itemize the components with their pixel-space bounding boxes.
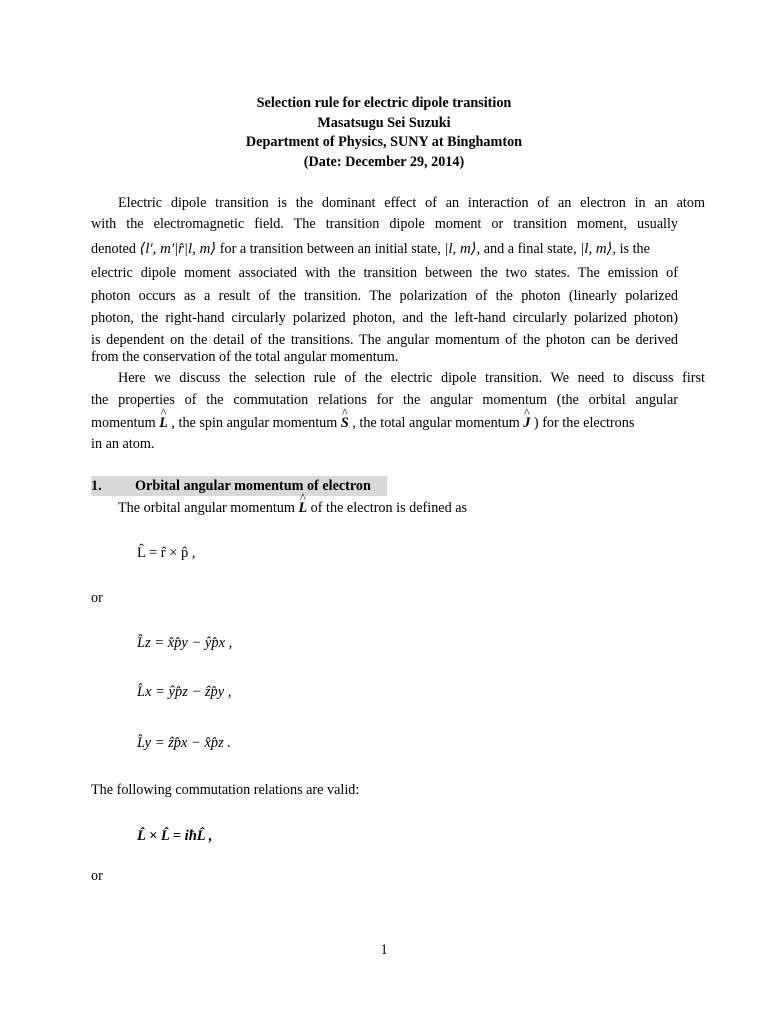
intro-line-1: Electric dipole transition is the dominant effect of an interaction of an electron in an atom (118, 195, 705, 211)
transition-moment-bra-ket: ⟨l', m'|r̂|l, m⟩ (139, 241, 217, 257)
intro-line-6: photon, the right-hand circularly polarized photon, and the left-hand circularly polarized photon) (91, 310, 678, 326)
intro-line-8: from the conservation of the total angular momentum. (91, 349, 399, 365)
section-heading (91, 476, 387, 496)
equation-Ly: L̂y = ẑp̂x − x̂p̂z . (137, 735, 232, 751)
operator-S: ^ S (341, 415, 349, 432)
text-final-state: , and a final state, (476, 241, 577, 257)
page-number: 1 (380, 942, 388, 958)
affiliation: Department of Physics, SUNY at Binghamton (245, 134, 523, 150)
or-text-1: or (91, 590, 103, 606)
text-denoted: denoted (91, 241, 136, 257)
or-text-2: or (91, 868, 103, 884)
title-block (0, 94, 768, 172)
operator-L-2: ^ L (298, 500, 307, 517)
equation-Lz: L̂z = x̂p̂y − ŷp̂x , (137, 635, 233, 651)
author-name: Masatsugu Sei Suzuki (317, 114, 451, 131)
text-initial-state: for a transition between an initial state, (219, 241, 441, 257)
intro-line-10: the properties of the commutation relations for the angular momentum (the orbital angular (91, 392, 678, 408)
text-momentum: momentum (91, 415, 156, 431)
ket-final: |l, m⟩ (580, 241, 613, 257)
text-for-electrons: ) for the electrons (533, 415, 635, 431)
operator-J: ^ J (523, 415, 530, 432)
text-spin: , the spin angular momentum (171, 415, 338, 431)
section-text-1 (91, 500, 467, 517)
intro-line-4: electric dipole moment associated with the transition between the two states. The emission of (91, 265, 678, 281)
intro-line-9: Here we discuss the selection rule of the electric dipole transition. We need to discuss first (118, 370, 705, 386)
intro-line-3 (91, 239, 650, 258)
equation-Lx: L̂x = ŷp̂z − ẑp̂y , (137, 684, 232, 700)
text-orbital: The orbital angular momentum (118, 500, 295, 516)
intro-line-11 (91, 415, 634, 432)
text-defined-as: of the electron is defined as (310, 500, 468, 516)
operator-L: ^ L (159, 415, 168, 432)
section-number: 1. (91, 478, 102, 494)
ket-initial: |l, m⟩ (444, 241, 477, 257)
equation-commutation: L̂ × L̂ = iħL̂ , (137, 828, 213, 844)
paper-title: Selection rule for electric dipole transition (256, 95, 512, 111)
intro-line-12: in an atom. (91, 436, 155, 452)
intro-line-5: photon occurs as a result of the transition. The polarization of the photon (linearly polarized (91, 288, 678, 304)
text-is-the: , is the (612, 241, 650, 257)
date-line: (Date: December 29, 2014) (303, 153, 465, 170)
section-title: Orbital angular momentum of electron (135, 478, 371, 494)
text-total: , the total angular momentum (352, 415, 520, 431)
section-text-2: The following commutation relations are valid: (91, 782, 360, 798)
intro-line-2: with the electromagnetic field. The transition dipole moment or transition moment, usually (91, 216, 678, 232)
equation-L-cross: L̂ = r̂ × p̂ , (137, 545, 196, 561)
intro-line-7: is dependent on the detail of the transitions. The angular momentum of the photon can be derived (91, 332, 678, 348)
